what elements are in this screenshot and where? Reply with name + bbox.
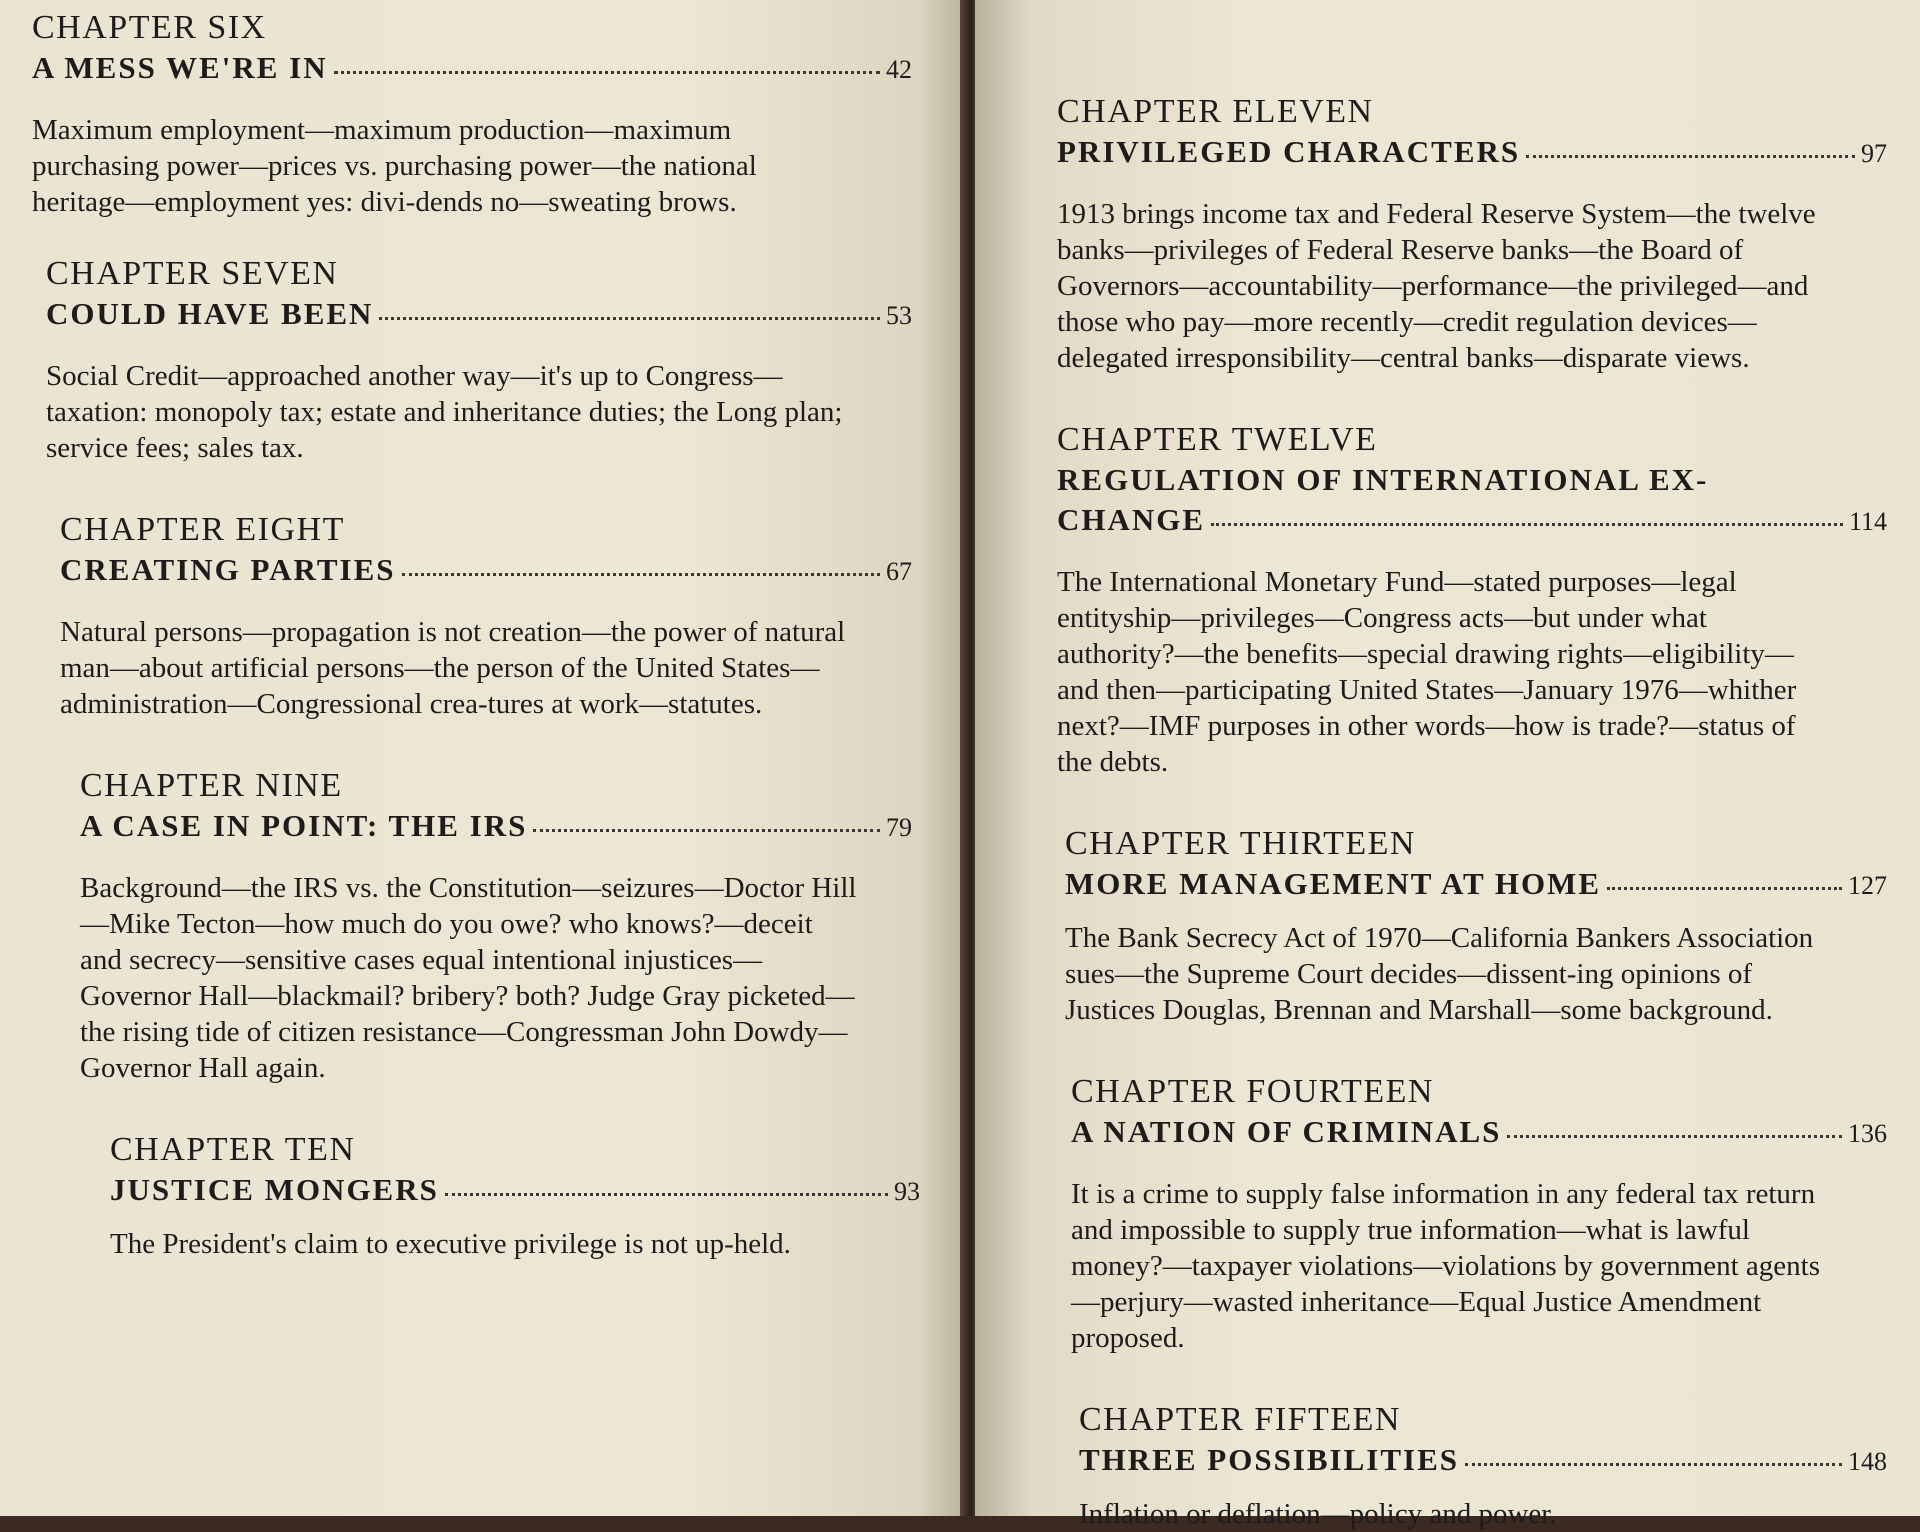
page-number: 42 [886,55,912,84]
chapter-number: CHAPTER TEN [110,1131,356,1168]
chapter-entry [32,254,935,466]
chapter-entry [32,1130,935,1262]
right-page [975,0,1920,1530]
dot-leader [1507,1135,1842,1138]
chapter-summary: The President's claim to executive privilege is not up-held. [110,1228,791,1260]
chapter-entry [32,510,935,722]
chapter-summary: Inflation or deflation—policy and power. [1079,1498,1557,1530]
dot-leader [334,71,880,74]
page-number: 93 [894,1177,920,1206]
page-number: 127 [1848,871,1887,900]
chapter-number: CHAPTER THIRTEEN [1065,825,1416,862]
page-number: 114 [1848,507,1887,536]
chapter-title: PRIVILEGED CHARACTERS [1057,134,1521,169]
chapter-number: CHAPTER ELEVEN [1057,93,1374,130]
chapter-title: THREE POSSIBILITIES [1079,1442,1460,1477]
chapter-entry [32,8,935,220]
chapter-entry [1057,92,1890,376]
dot-leader [402,573,880,576]
chapter-title: COULD HAVE BEEN [46,296,374,331]
chapter-title: A MESS WE'RE IN [32,50,328,85]
dot-leader [1607,887,1842,890]
chapter-title: MORE MANAGEMENT AT HOME [1065,866,1601,901]
chapter-summary: Maximum employment—maximum production—maximum purchasing power—prices vs. purchasing power—the national heritage—employment yes: divi-dends no—sweating brows. [32,114,757,218]
chapter-title: CHANGE [1057,502,1206,537]
dot-leader [1526,155,1855,158]
chapter-summary: The Bank Secrecy Act of 1970—California Bankers Association sues—the Supreme Court decides—dissent-ing opinions of Justices Douglas, Brennan and Marshall—some background. [1065,922,1814,1026]
page-number: 53 [886,301,912,330]
chapter-number: CHAPTER EIGHT [60,511,345,548]
dot-leader [1211,523,1843,526]
chapter-summary: Social Credit—approached another way—it's up to Congress—taxation: monopoly tax; estate and inheritance duties; the Long plan; service fees; sales tax. [46,360,843,464]
chapter-title: CREATING PARTIES [60,552,396,587]
chapter-title: A NATION OF CRIMINALS [1071,1114,1502,1149]
chapter-summary: 1913 brings income tax and Federal Reserve System—the twelve banks—privileges of Federal Reserve banks—the Board of Governors—accountability—performance—the privileged—and those who pay—more recently—credit regulation devices—delegated irresponsibility—central banks—disparate views. [1057,198,1816,374]
dot-leader [445,1193,888,1196]
dot-leader [1465,1463,1842,1466]
dot-leader [379,317,880,320]
page-number: 97 [1861,139,1887,168]
page-number: 79 [886,813,912,842]
chapter-title-line: REGULATION OF INTERNATIONAL EX- [1057,462,1709,497]
chapter-number: CHAPTER FOURTEEN [1071,1073,1434,1110]
chapter-summary: Natural persons—propagation is not creation—the power of natural man—about artificial persons—the person of the United States—administration—Congressional crea-tures at work—statutes. [60,616,846,720]
left-page [0,0,965,1516]
chapter-entry [1057,1400,1890,1532]
page-number: 136 [1848,1119,1887,1148]
chapter-number: CHAPTER SEVEN [46,255,339,292]
chapter-number: CHAPTER NINE [80,767,343,804]
chapter-summary: The International Monetary Fund—stated purposes—legal entityship—privileges—Congress acts—but under what authority?—the benefits—special drawing rights—eligibility—and then—participating United States—January 1976—whither next?—IMF purposes in other words—how is trade?—status of the debts. [1057,566,1797,778]
chapter-entry [1057,824,1890,1028]
chapter-number: CHAPTER SIX [32,9,267,46]
chapter-title: JUSTICE MONGERS [110,1172,439,1207]
chapter-entry [1057,1072,1890,1356]
page-number: 67 [886,557,912,586]
dot-leader [533,829,880,832]
chapter-entry [32,766,935,1086]
page-number: 148 [1848,1447,1887,1476]
chapter-entry [1057,420,1890,780]
chapter-summary: Background—the IRS vs. the Constitution—seizures—Doctor Hill—Mike Tecton—how much do you owe? who knows?—deceit and secrecy—sensitive cases equal intentional injustices—Governor Hall—blackmail? bribery? both? Judge Gray picketed—the rising tide of citizen resistance—Congressman John Dowdy—Governor Hall again. [80,872,857,1084]
chapter-number: CHAPTER TWELVE [1057,421,1378,458]
chapter-title: A CASE IN POINT: THE IRS [80,808,528,843]
chapter-number: CHAPTER FIFTEEN [1079,1401,1401,1438]
chapter-summary: It is a crime to supply false information in any federal tax return and impossible to supply true information—what is lawful money?—taxpayer violations—violations by government agents—perjury—wasted inheritance—Equal Justice Amendment proposed. [1071,1178,1821,1354]
